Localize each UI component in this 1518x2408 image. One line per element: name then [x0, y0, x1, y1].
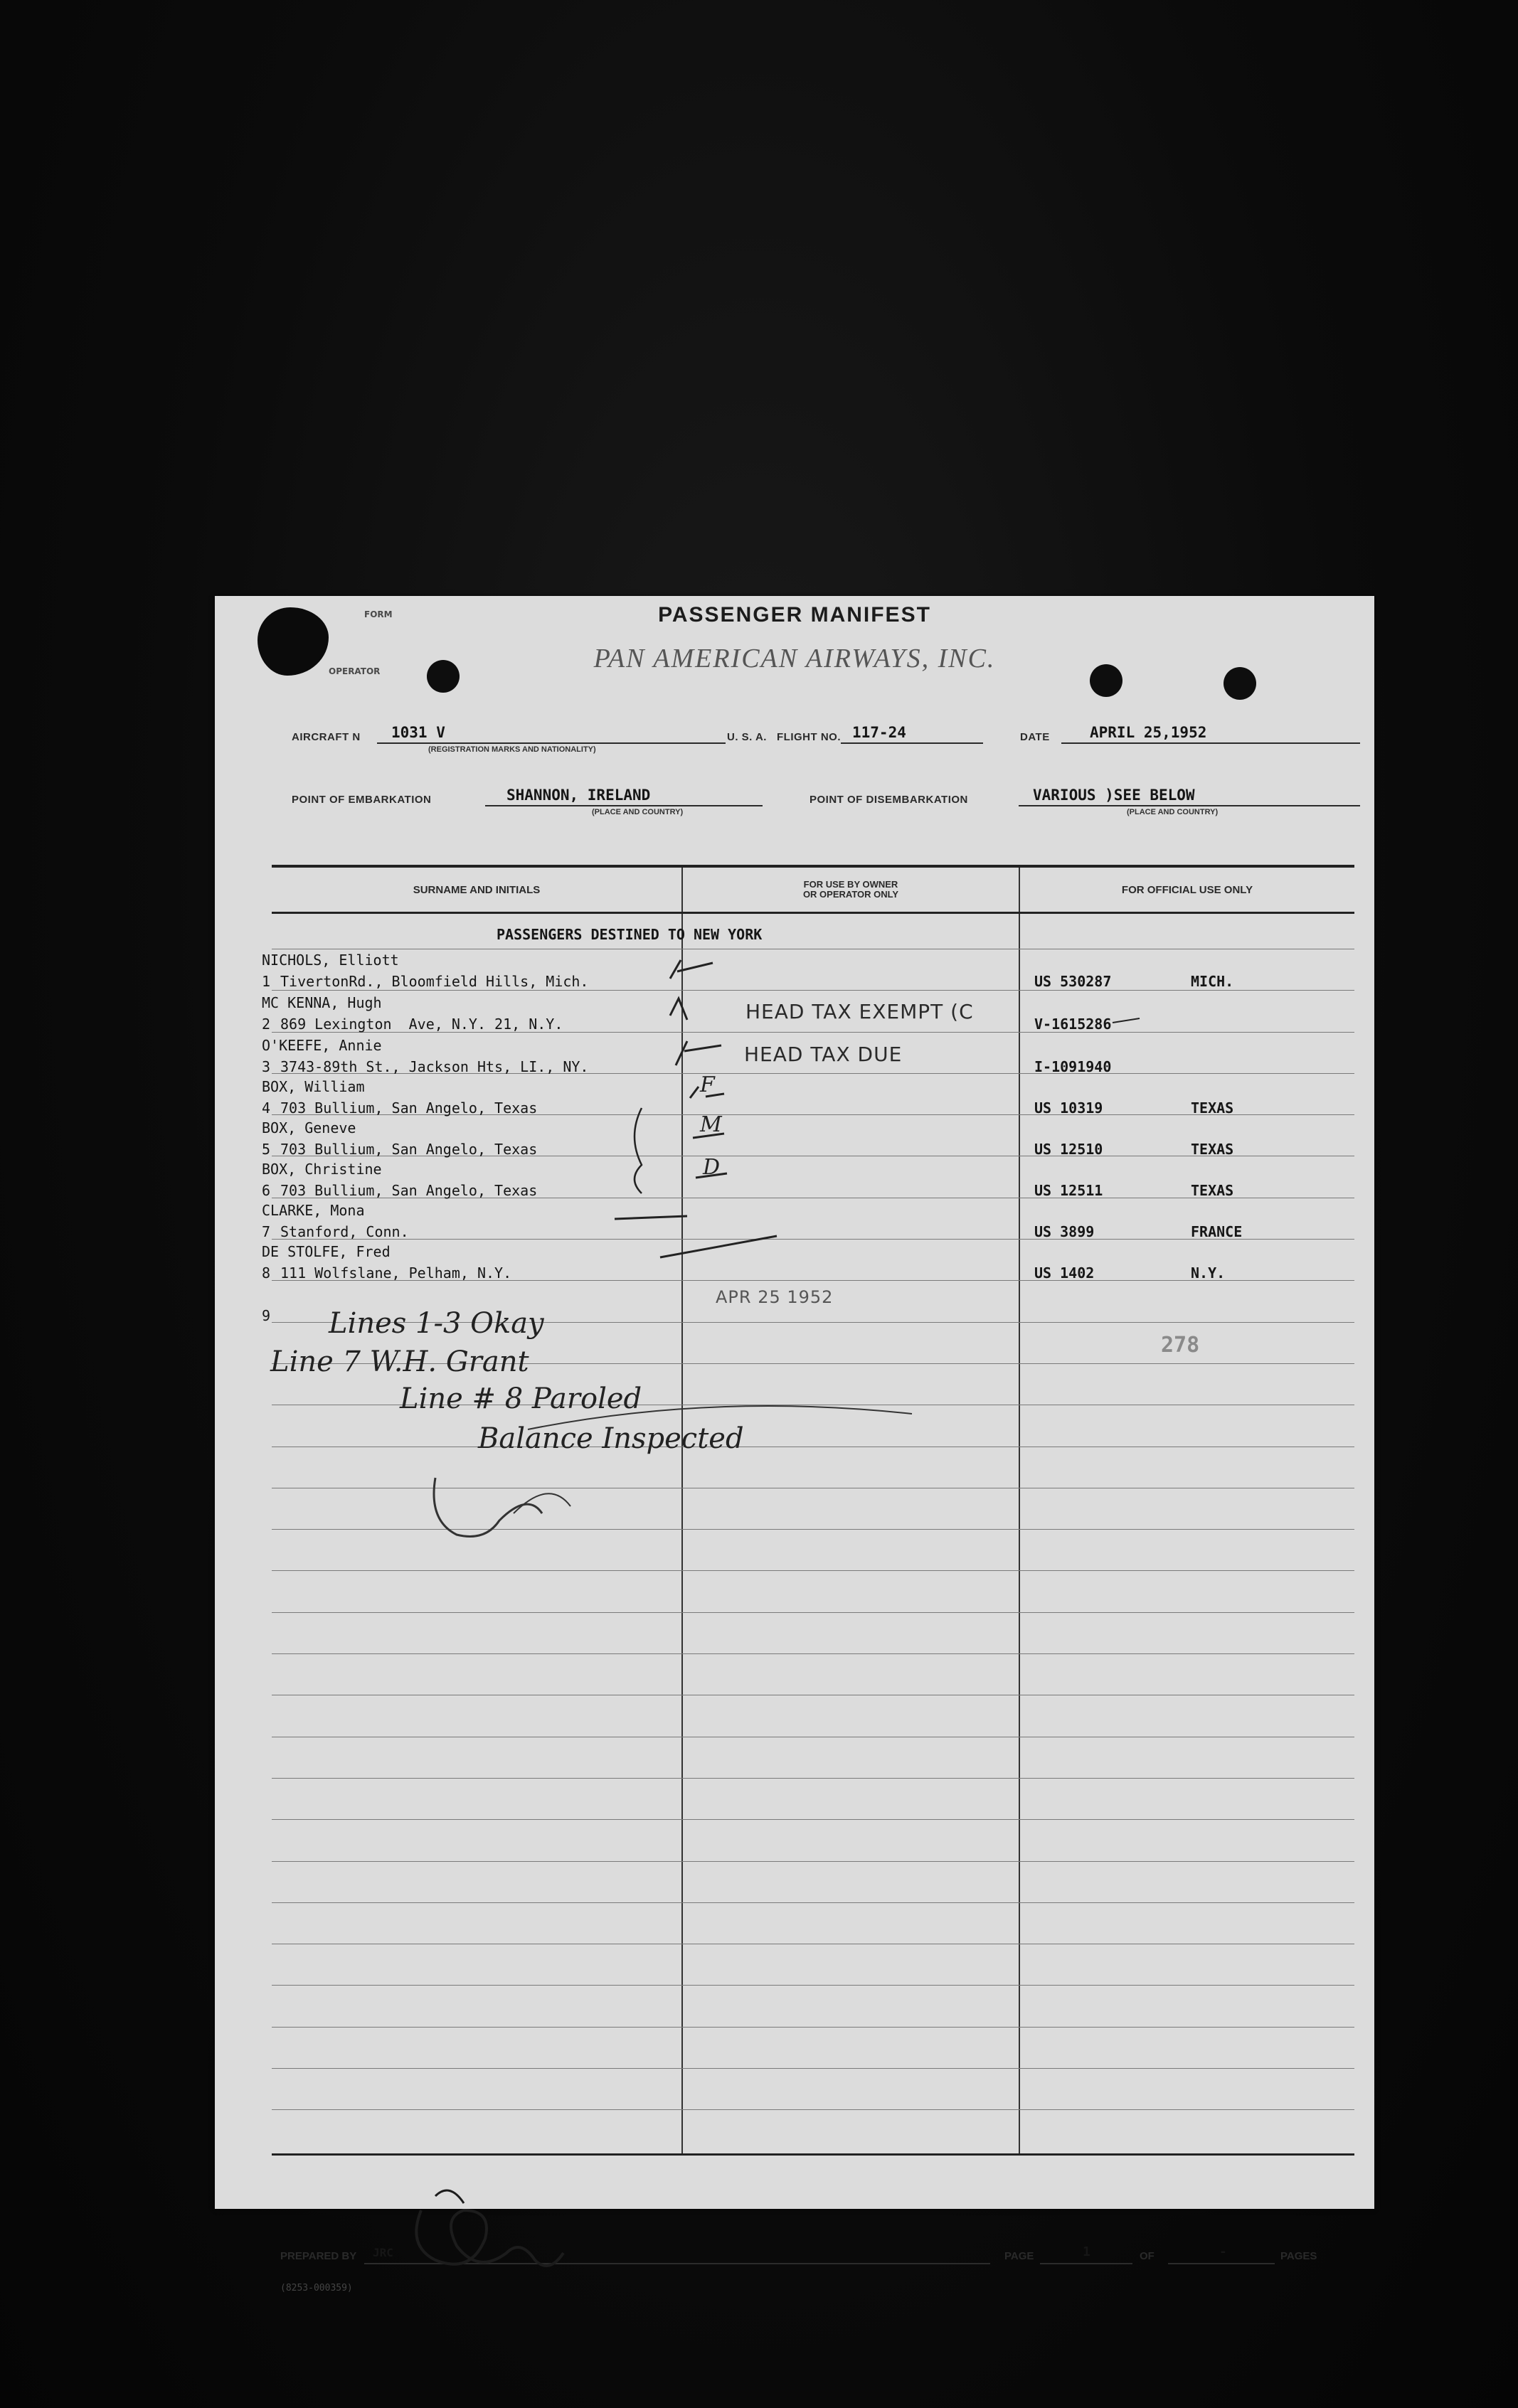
footer-top-rule — [272, 2153, 1354, 2156]
passenger-place: TEXAS — [1191, 1141, 1234, 1158]
passenger-number: 5 — [262, 1141, 271, 1158]
passenger-official-number: V-1615286 — [1034, 1016, 1112, 1033]
destined-header: PASSENGERS DESTINED TO NEW YORK — [497, 926, 763, 943]
passenger-number: 3 — [262, 1058, 271, 1075]
page-underline — [1040, 2263, 1132, 2264]
passenger-number: 1 — [262, 973, 271, 990]
handwritten-note-line-seven: Line 7 W.H. Grant — [270, 1346, 529, 1378]
page-total-underline — [1168, 2263, 1275, 2264]
aircraft-sub: (REGISTRATION MARKS AND NATIONALITY) — [428, 745, 596, 754]
passenger-official-number: US 3899 — [1034, 1223, 1095, 1240]
date-stamp: APR 25 1952 — [716, 1287, 834, 1307]
aircraft-label: AIRCRAFT N — [292, 731, 361, 743]
corner-form-text: FORM — [364, 609, 393, 619]
passenger-address: 703 Bullium, San Angelo, Texas — [280, 1182, 538, 1199]
of-label: OF — [1140, 2250, 1155, 2262]
passenger-place: TEXAS — [1191, 1182, 1234, 1199]
passenger-address: 3743-89th St., Jackson Hts, LI., NY. — [280, 1058, 589, 1075]
prepared-by-initials: JRC — [373, 2246, 393, 2259]
column-header-owner-2: OR OPERATOR ONLY — [802, 889, 899, 900]
passenger-place: TEXAS — [1191, 1099, 1234, 1117]
handwritten-note-lines: Lines 1-3 Okay — [329, 1307, 544, 1340]
passenger-address: Stanford, Conn. — [280, 1223, 409, 1240]
passenger-official-number: US 530287 — [1034, 973, 1112, 990]
airline-name: PAN AMERICAN AIRWAYS, INC. — [593, 644, 996, 673]
head-tax-due-stamp: HEAD TAX DUE — [744, 1043, 903, 1066]
passenger-address: 111 Wolfslane, Pelham, N.Y. — [280, 1264, 512, 1282]
page-title: PASSENGER MANIFEST — [658, 603, 931, 627]
passenger-official-number: US 1402 — [1034, 1264, 1095, 1282]
hand-marks — [215, 596, 1374, 2209]
passenger-official-number: I-1091940 — [1034, 1058, 1112, 1075]
passenger-number: 2 — [262, 1016, 271, 1033]
aircraft-value: 1031 V — [391, 724, 445, 741]
head-tax-exempt-stamp: HEAD TAX EXEMPT (C — [745, 1000, 974, 1023]
passenger-official-number: US 12510 — [1034, 1141, 1103, 1158]
passenger-number: 8 — [262, 1264, 271, 1282]
passenger-place: FRANCE — [1191, 1223, 1243, 1240]
pages-label: PAGES — [1280, 2250, 1317, 2262]
passenger-name: BOX, Geneve — [262, 1119, 356, 1136]
passenger-number: 7 — [262, 1223, 271, 1240]
flight-value: 117-24 — [852, 724, 906, 741]
passenger-number: 6 — [262, 1182, 271, 1199]
handwritten-note-line-eight: Line # 8 Paroled — [400, 1383, 642, 1415]
passenger-name: MC KENNA, Hugh — [262, 994, 382, 1011]
disembark-label: POINT OF DISEMBARKATION — [810, 794, 968, 806]
passenger-address: 703 Bullium, San Angelo, Texas — [280, 1099, 538, 1117]
embark-label: POINT OF EMBARKATION — [292, 794, 432, 806]
date-value: APRIL 25,1952 — [1090, 724, 1207, 741]
manifest-page — [215, 596, 1374, 2294]
passenger-address: TivertonRd., Bloomfield Hills, Mich. — [280, 973, 589, 990]
passenger-name: DE STOLFE, Fred — [262, 1243, 391, 1260]
column-header-names: SURNAME AND INITIALS — [413, 884, 541, 896]
passenger-address: 703 Bullium, San Angelo, Texas — [280, 1141, 538, 1158]
form-number: (8253-000359) — [280, 2283, 353, 2294]
passenger-place: N.Y. — [1191, 1264, 1226, 1282]
passenger-name: BOX, Christine — [262, 1161, 382, 1178]
page-label: PAGE — [1004, 2250, 1034, 2262]
passenger-name: BOX, William — [262, 1078, 365, 1095]
passenger-official-number: US 12511 — [1034, 1182, 1103, 1199]
page-total: - — [1219, 2244, 1227, 2259]
family-mark-father: F — [700, 1072, 715, 1097]
handwritten-note-balance: Balance Inspected — [478, 1422, 744, 1455]
prepared-by-label: PREPARED BY — [280, 2250, 357, 2262]
passenger-place: MICH. — [1191, 973, 1234, 990]
passenger-number: 4 — [262, 1099, 271, 1117]
passenger-address: 869 Lexington Ave, N.Y. 21, N.Y. — [280, 1016, 563, 1033]
flight-label: FLIGHT NO. — [777, 731, 841, 743]
family-mark-mother: M — [700, 1112, 722, 1137]
column-header-owner-1: FOR USE BY OWNER — [803, 879, 898, 890]
passenger-name: CLARKE, Mona — [262, 1202, 365, 1219]
page-number: 1 — [1083, 2244, 1090, 2259]
usa-label: U. S. A. — [727, 731, 767, 743]
disembark-value: VARIOUS )SEE BELOW — [1033, 787, 1195, 804]
passenger-name: O'KEEFE, Annie — [262, 1037, 382, 1054]
passenger-name: NICHOLS, Elliott — [262, 952, 399, 969]
passenger-official-number: US 10319 — [1034, 1099, 1103, 1117]
line-number-nine: 9 — [262, 1307, 271, 1324]
corner-operator-text: OPERATOR — [329, 666, 381, 676]
family-mark-daughter: D — [703, 1155, 721, 1180]
signature — [393, 2168, 578, 2289]
embark-value: SHANNON, IRELAND — [506, 787, 651, 804]
column-header-official: FOR OFFICIAL USE ONLY — [1121, 884, 1253, 896]
pencil-number: 278 — [1161, 1333, 1200, 1358]
embark-sub: (PLACE AND COUNTRY) — [592, 808, 684, 816]
disembark-sub: (PLACE AND COUNTRY) — [1127, 808, 1219, 816]
date-label: DATE — [1020, 731, 1050, 743]
